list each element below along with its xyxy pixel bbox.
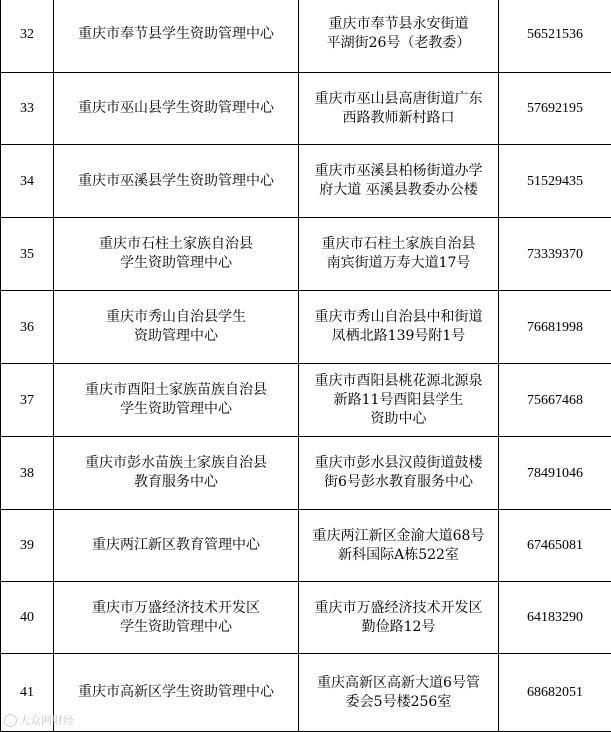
center-address-line: 勤俭路12号 xyxy=(302,618,495,637)
row-number: 35 xyxy=(1,218,54,291)
center-phone: 51529435 xyxy=(499,145,611,218)
center-name-line: 学生资助管理中心 xyxy=(57,618,295,637)
center-address-line: 重庆市石柱土家族自治县 xyxy=(302,235,495,254)
row-number: 40 xyxy=(1,582,54,654)
watermark-text: 大众网财经 xyxy=(19,712,74,728)
table-row xyxy=(1,437,611,510)
center-address-line: 西路教师新村路口 xyxy=(302,109,495,128)
center-address-line: 重庆市巫溪县柏杨街道办学 xyxy=(302,162,495,181)
center-address-line: 重庆市秀山自治县中和街道 xyxy=(302,308,495,327)
center-phone: 78491046 xyxy=(499,437,611,510)
center-name-line: 重庆市彭水苗族土家族自治县 xyxy=(57,454,295,473)
center-name-line: 教育服务中心 xyxy=(57,473,295,492)
table-row xyxy=(1,582,611,654)
center-name xyxy=(54,437,299,510)
center-name-line: 重庆市奉节县学生资助管理中心 xyxy=(57,25,295,44)
center-address-line: 重庆市万盛经济技术开发区 xyxy=(302,599,495,618)
center-address xyxy=(299,218,499,291)
center-address-line: 新科国际A栋522室 xyxy=(302,546,495,565)
center-address-line: 府大道 巫溪县教委办公楼 xyxy=(302,181,495,200)
center-name-line: 重庆市酉阳土家族苗族自治县 xyxy=(57,381,295,400)
table-row xyxy=(1,510,611,582)
center-name-line: 重庆市秀山自治县学生 xyxy=(57,308,295,327)
center-name xyxy=(54,0,299,73)
table-row xyxy=(1,291,611,364)
row-number: 37 xyxy=(1,364,54,437)
watermark xyxy=(4,712,74,728)
center-address-line: 新路11号酉阳县学生 xyxy=(302,391,495,410)
table-row xyxy=(1,0,611,73)
center-address-line: 凤栖北路139号附1号 xyxy=(302,327,495,346)
table-row xyxy=(1,654,611,732)
center-name xyxy=(54,364,299,437)
center-name-line: 重庆市石柱土家族自治县 xyxy=(57,235,295,254)
center-address-line: 重庆市酉阳县桃花源北源泉 xyxy=(302,372,495,391)
center-phone: 56521536 xyxy=(499,0,611,73)
center-address xyxy=(299,654,499,732)
table-body xyxy=(1,0,611,732)
center-address xyxy=(299,291,499,364)
center-name-line: 重庆市巫溪县学生资助管理中心 xyxy=(57,172,295,191)
center-name xyxy=(54,218,299,291)
center-name-line: 重庆市万盛经济技术开发区 xyxy=(57,599,295,618)
center-address-line: 重庆市彭水县汉葭街道鼓楼 xyxy=(302,454,495,473)
center-name xyxy=(54,510,299,582)
center-address xyxy=(299,437,499,510)
center-address xyxy=(299,145,499,218)
center-phone: 64183290 xyxy=(499,582,611,654)
center-name-line: 学生资助管理中心 xyxy=(57,254,295,273)
center-phone: 73339370 xyxy=(499,218,611,291)
center-name xyxy=(54,73,299,145)
center-address-line: 委会5号楼256室 xyxy=(302,693,495,712)
center-address xyxy=(299,510,499,582)
table-row xyxy=(1,364,611,437)
center-address-line: 资助中心 xyxy=(302,410,495,429)
center-phone: 57692195 xyxy=(499,73,611,145)
center-address-line: 重庆高新区高新大道6号管 xyxy=(302,674,495,693)
row-number: 32 xyxy=(1,0,54,73)
center-phone: 67465081 xyxy=(499,510,611,582)
center-address-line: 重庆市巫山县高唐街道广东 xyxy=(302,90,495,109)
row-number: 41 xyxy=(1,654,54,732)
center-address xyxy=(299,0,499,73)
center-phone: 68682051 xyxy=(499,654,611,732)
center-name xyxy=(54,145,299,218)
table-row xyxy=(1,218,611,291)
center-name xyxy=(54,654,299,732)
center-address-line: 重庆市奉节县永安街道 xyxy=(302,15,495,34)
row-number: 38 xyxy=(1,437,54,510)
center-address xyxy=(299,73,499,145)
center-name-line: 重庆两江新区教育管理中心 xyxy=(57,536,295,555)
row-number: 34 xyxy=(1,145,54,218)
center-name-line: 重庆市巫山县学生资助管理中心 xyxy=(57,99,295,118)
center-name-line: 重庆市高新区学生资助管理中心 xyxy=(57,683,295,702)
center-phone: 75667468 xyxy=(499,364,611,437)
table-row xyxy=(1,73,611,145)
center-address-line: 平湖街26号（老教委） xyxy=(302,34,495,53)
center-name-line: 资助管理中心 xyxy=(57,327,295,346)
center-name xyxy=(54,291,299,364)
center-address xyxy=(299,582,499,654)
row-number: 39 xyxy=(1,510,54,582)
center-address-line: 街6号彭水教育服务中心 xyxy=(302,473,495,492)
table-row xyxy=(1,145,611,218)
center-address-line: 重庆两江新区金渝大道68号 xyxy=(302,527,495,546)
row-number: 36 xyxy=(1,291,54,364)
center-address xyxy=(299,364,499,437)
row-number: 33 xyxy=(1,73,54,145)
center-phone: 76681998 xyxy=(499,291,611,364)
center-name-line: 学生资助管理中心 xyxy=(57,400,295,419)
weibo-logo-icon xyxy=(4,714,17,727)
center-address-line: 南宾街道万寿大道17号 xyxy=(302,254,495,273)
center-name xyxy=(54,582,299,654)
